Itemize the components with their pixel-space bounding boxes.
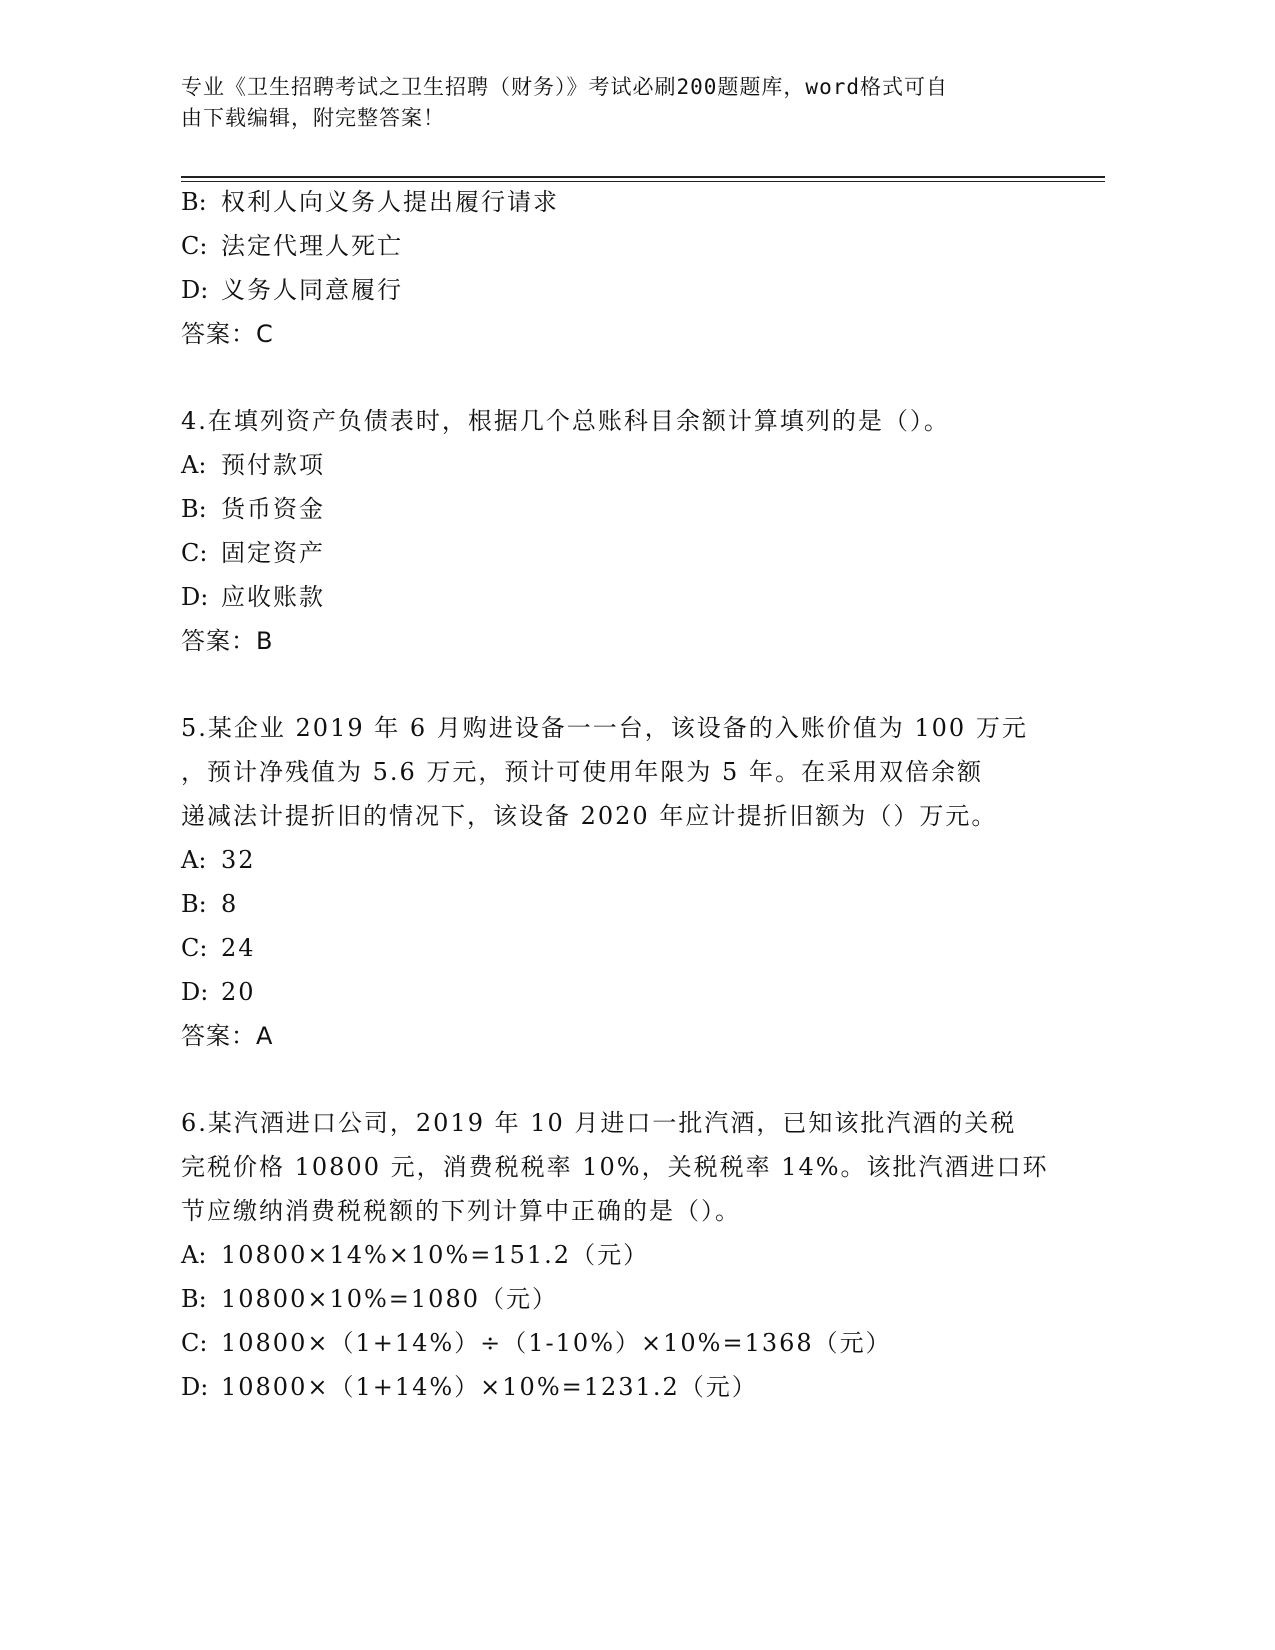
answer-line: 答案：B bbox=[181, 627, 274, 655]
question-stem-line-2: ，预计净残值为 5.6 万元，预计可使用年限为 5 年。在采用双倍余额 bbox=[181, 758, 983, 786]
option-letter: B: bbox=[181, 1285, 207, 1313]
option-letter: A: bbox=[181, 451, 207, 479]
option-a bbox=[181, 838, 1061, 882]
option-b bbox=[181, 882, 1061, 926]
spacer bbox=[181, 356, 1061, 399]
spacer bbox=[181, 663, 1061, 706]
option-text: 权利人向义务人提出履行请求 bbox=[221, 188, 559, 216]
option-letter: D: bbox=[181, 583, 209, 611]
option-c bbox=[181, 926, 1061, 970]
option-letter: C: bbox=[181, 232, 208, 260]
option-b bbox=[181, 180, 1061, 224]
option-letter: D: bbox=[181, 978, 209, 1006]
option-d bbox=[181, 1365, 1061, 1409]
option-text: 24 bbox=[221, 934, 256, 962]
option-text: 10800×（1+14%）×10%=1231.2（元） bbox=[221, 1373, 758, 1401]
option-letter: D: bbox=[181, 1373, 209, 1401]
option-d bbox=[181, 268, 1061, 312]
option-text: 20 bbox=[221, 978, 256, 1006]
option-text: 法定代理人死亡 bbox=[221, 232, 403, 260]
option-text: 10800×（1+14%）÷（1-10%）×10%=1368（元） bbox=[221, 1329, 892, 1357]
option-letter: C: bbox=[181, 1329, 208, 1357]
header-line-1: 专业《卫生招聘考试之卫生招聘（财务）》考试必刷200题题库，word格式可自 bbox=[181, 75, 948, 99]
option-a bbox=[181, 1233, 1061, 1277]
header-line-2: 由下载编辑，附完整答案！ bbox=[181, 106, 445, 130]
question-5 bbox=[181, 706, 1061, 1058]
question-stem-line-1: 6.某汽酒进口公司，2019 年 10 月进口一批汽酒，已知该批汽酒的关税 bbox=[181, 1109, 1017, 1137]
option-text: 货币资金 bbox=[221, 495, 325, 523]
option-text: 10800×14%×10%=151.2（元） bbox=[221, 1241, 650, 1269]
option-letter: B: bbox=[181, 495, 207, 523]
option-letter: A: bbox=[181, 1241, 207, 1269]
option-b bbox=[181, 487, 1061, 531]
option-text: 义务人同意履行 bbox=[221, 276, 403, 304]
document-header bbox=[181, 72, 1051, 134]
question-3-tail bbox=[181, 180, 1061, 356]
option-letter: C: bbox=[181, 934, 208, 962]
option-text: 10800×10%=1080（元） bbox=[221, 1285, 558, 1313]
question-6 bbox=[181, 1101, 1061, 1409]
answer-line: 答案：C bbox=[181, 320, 274, 348]
option-d bbox=[181, 970, 1061, 1014]
option-text: 32 bbox=[221, 846, 256, 874]
question-content bbox=[181, 180, 1061, 1409]
option-letter: B: bbox=[181, 188, 207, 216]
option-letter: D: bbox=[181, 276, 209, 304]
header-rule-thick bbox=[181, 176, 1105, 178]
option-text: 应收账款 bbox=[221, 583, 325, 611]
spacer bbox=[181, 1058, 1061, 1101]
option-c bbox=[181, 531, 1061, 575]
option-text: 8 bbox=[221, 890, 239, 918]
question-stem: 4.在填列资产负债表时，根据几个总账科目余额计算填列的是（）。 bbox=[181, 407, 950, 435]
option-letter: C: bbox=[181, 539, 208, 567]
question-stem-line-1: 5.某企业 2019 年 6 月购进设备一一台，该设备的入账价值为 100 万元 bbox=[181, 714, 1028, 742]
option-letter: A: bbox=[181, 846, 207, 874]
question-stem-line-3: 递减法计提折旧的情况下，该设备 2020 年应计提折旧额为（）万元。 bbox=[181, 802, 998, 830]
question-stem-line-2: 完税价格 10800 元，消费税税率 10%，关税税率 14%。该批汽酒进口环 bbox=[181, 1153, 1049, 1181]
option-c bbox=[181, 224, 1061, 268]
option-text: 预付款项 bbox=[221, 451, 325, 479]
option-b bbox=[181, 1277, 1061, 1321]
option-letter: B: bbox=[181, 890, 207, 918]
answer-line: 答案：A bbox=[181, 1022, 274, 1050]
option-c bbox=[181, 1321, 1061, 1365]
option-text: 固定资产 bbox=[221, 539, 325, 567]
question-4 bbox=[181, 399, 1061, 663]
option-d bbox=[181, 575, 1061, 619]
question-stem-line-3: 节应缴纳消费税税额的下列计算中正确的是（）。 bbox=[181, 1197, 741, 1225]
option-a bbox=[181, 443, 1061, 487]
